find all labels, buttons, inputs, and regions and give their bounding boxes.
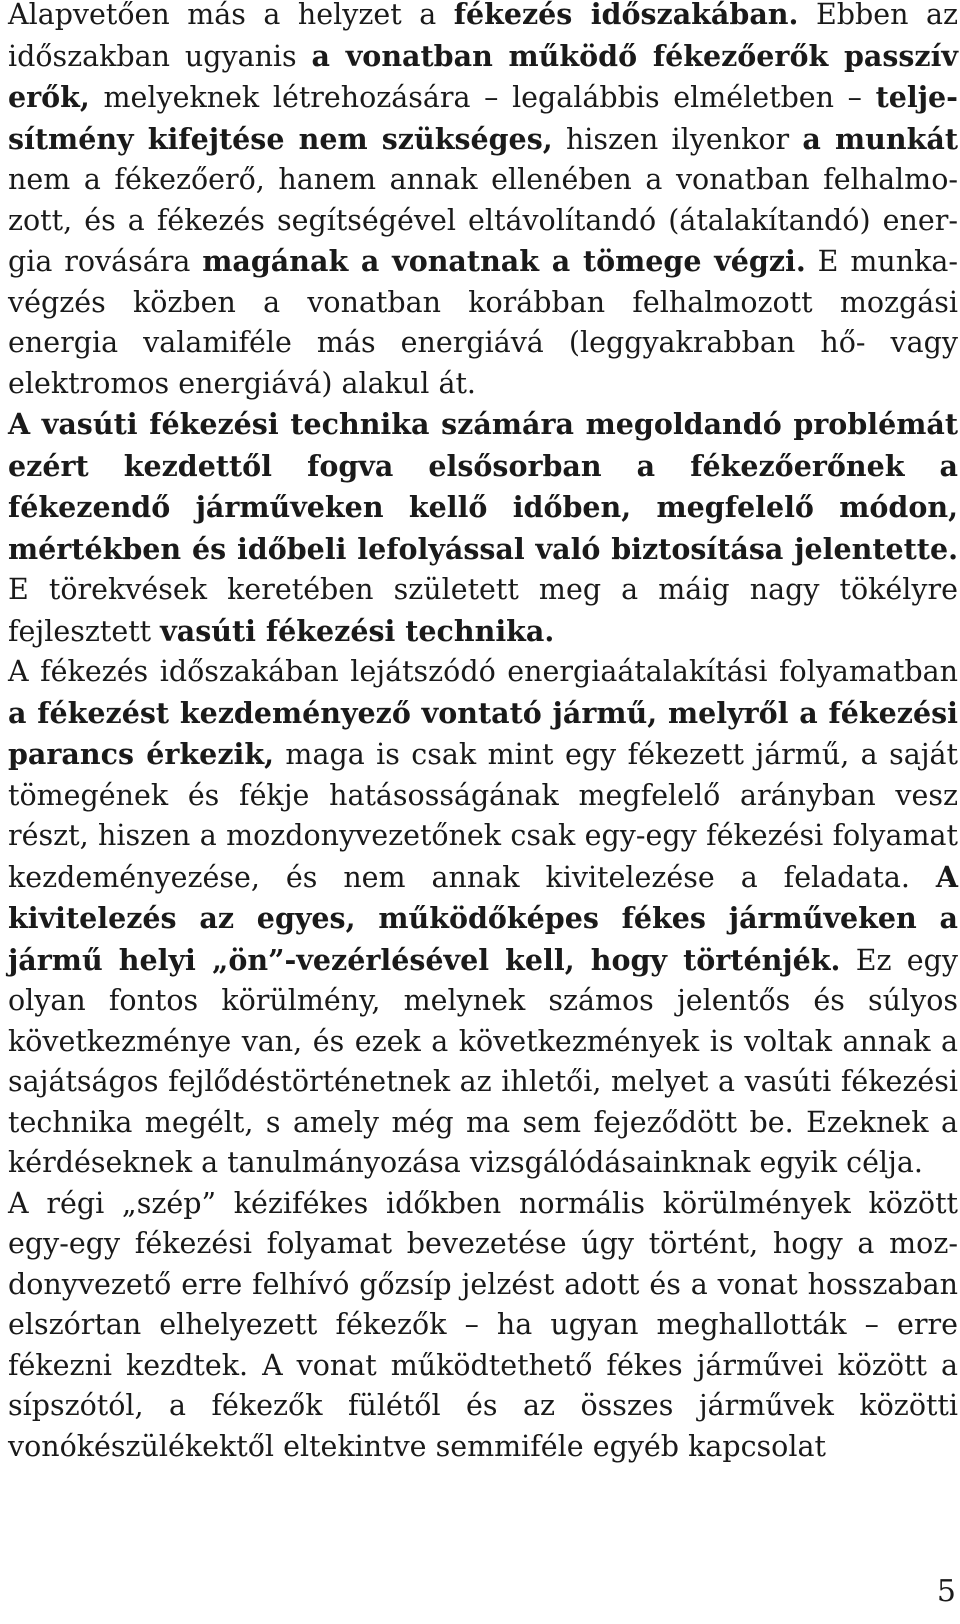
bold-text-run: teljesítmény kifejtése nem szükséges,: [8, 80, 958, 156]
text-run: melyeknek létrehozására – legalábbis elméletben –: [89, 81, 876, 114]
bold-text-run: magának a vonatnak a tömege végzi.: [202, 244, 806, 278]
paragraph-energy-conversion: [8, 652, 958, 1184]
bold-text-run: a munkát: [802, 121, 958, 156]
document-body: [8, 0, 958, 1467]
paragraph-hand-brake-era: [8, 1184, 958, 1468]
page-number: 5: [936, 1574, 956, 1609]
bold-text-run: a vonatban működő fékezőerők passzív erők,: [8, 38, 958, 114]
paragraph-braking-period: [8, 0, 958, 404]
text-run: E munkavégzés közben a vonatban korábban felhalmozott mozgási energia valamiféle más energiává (leggyakrabban hő- vagy elektromos energiává) alakul át.: [8, 245, 959, 400]
bold-text-run: A kivitelezés az egyes, működőképes fékes járműveken a jármű helyi „ön”-vezérlésével kell, hogy történjék.: [8, 859, 958, 977]
text-run: Ebben az időszakban ugyanis: [8, 0, 958, 73]
bold-text-run: a fékezést kezdeményező vontató jármű, melyről a fékezési parancs érkezik,: [8, 695, 958, 771]
bold-text-run: A vasúti fékezési technika számára megoldandó problémát ezért kezdettől fogva elsősorban a fékezőerőnek a fékezendő járműveken kellő időben, megfelelő módon, mértékben és időbeli lefolyással való biztosítása jelentette.: [8, 407, 958, 566]
text-run: nem a fékezőerő, hanem annak ellenében a vonatban felhalmozott, és a fékezés segítségével eltávolítandó (átalakítandó) energia rovására: [8, 163, 958, 278]
bold-text-run: fékezés időszakában.: [453, 0, 799, 31]
text-run: E törekvések keretében született meg a máig nagy tökélyre fejlesztett: [8, 573, 958, 648]
text-run: Ez egy olyan fontos körülmény, melynek számos jelentős és súlyos következménye van, és ezek a következmények is voltak annak a sajátságos fejlődéstörténetnek az ihletői, melyet a vasúti fékezési technika megélt, s amely még ma sem fejeződött be. Ezeknek a kérdéseknek a tanulmányozása vizsgálódásainknak egyik célja.: [8, 943, 958, 1179]
bold-text-run: vasúti fékezési technika.: [160, 613, 555, 648]
paragraph-braking-technique: [8, 404, 958, 652]
text-run: A régi „szép” kézifékes időkben normális körülmények között egy-egy fékezési folyamat bevezetése úgy történt, hogy a mozdonyvezető erre felhívó gőzsíp jelzést adott és a vonat hosszaban elszórtan elhelyezett fékezők – ha ugyan meghallották – erre fékezni kezdtek. A vonat működtethető fékes járművei között a sípszótól, a fékezők fülétől és az összes járművek közötti vonókészülékektől eltekintve semmiféle egyéb kapcsolat: [8, 1186, 958, 1463]
text-run: A fékezés időszakában lejátszódó energiaátalakítási folyamatban: [8, 655, 958, 688]
text-run: Alapvetően más a helyzet a: [8, 0, 454, 31]
text-run: hiszen ilyenkor: [552, 122, 803, 156]
text-run: maga is csak mint egy fékezett jármű, a saját tömegének és fékje hatásosságának megfelelő arányban vesz részt, hiszen a mozdonyvezetőnek csak egy-egy fékezési folyamat kezdeményezése, és nem annak kivitelezése a feladata.: [8, 738, 958, 894]
